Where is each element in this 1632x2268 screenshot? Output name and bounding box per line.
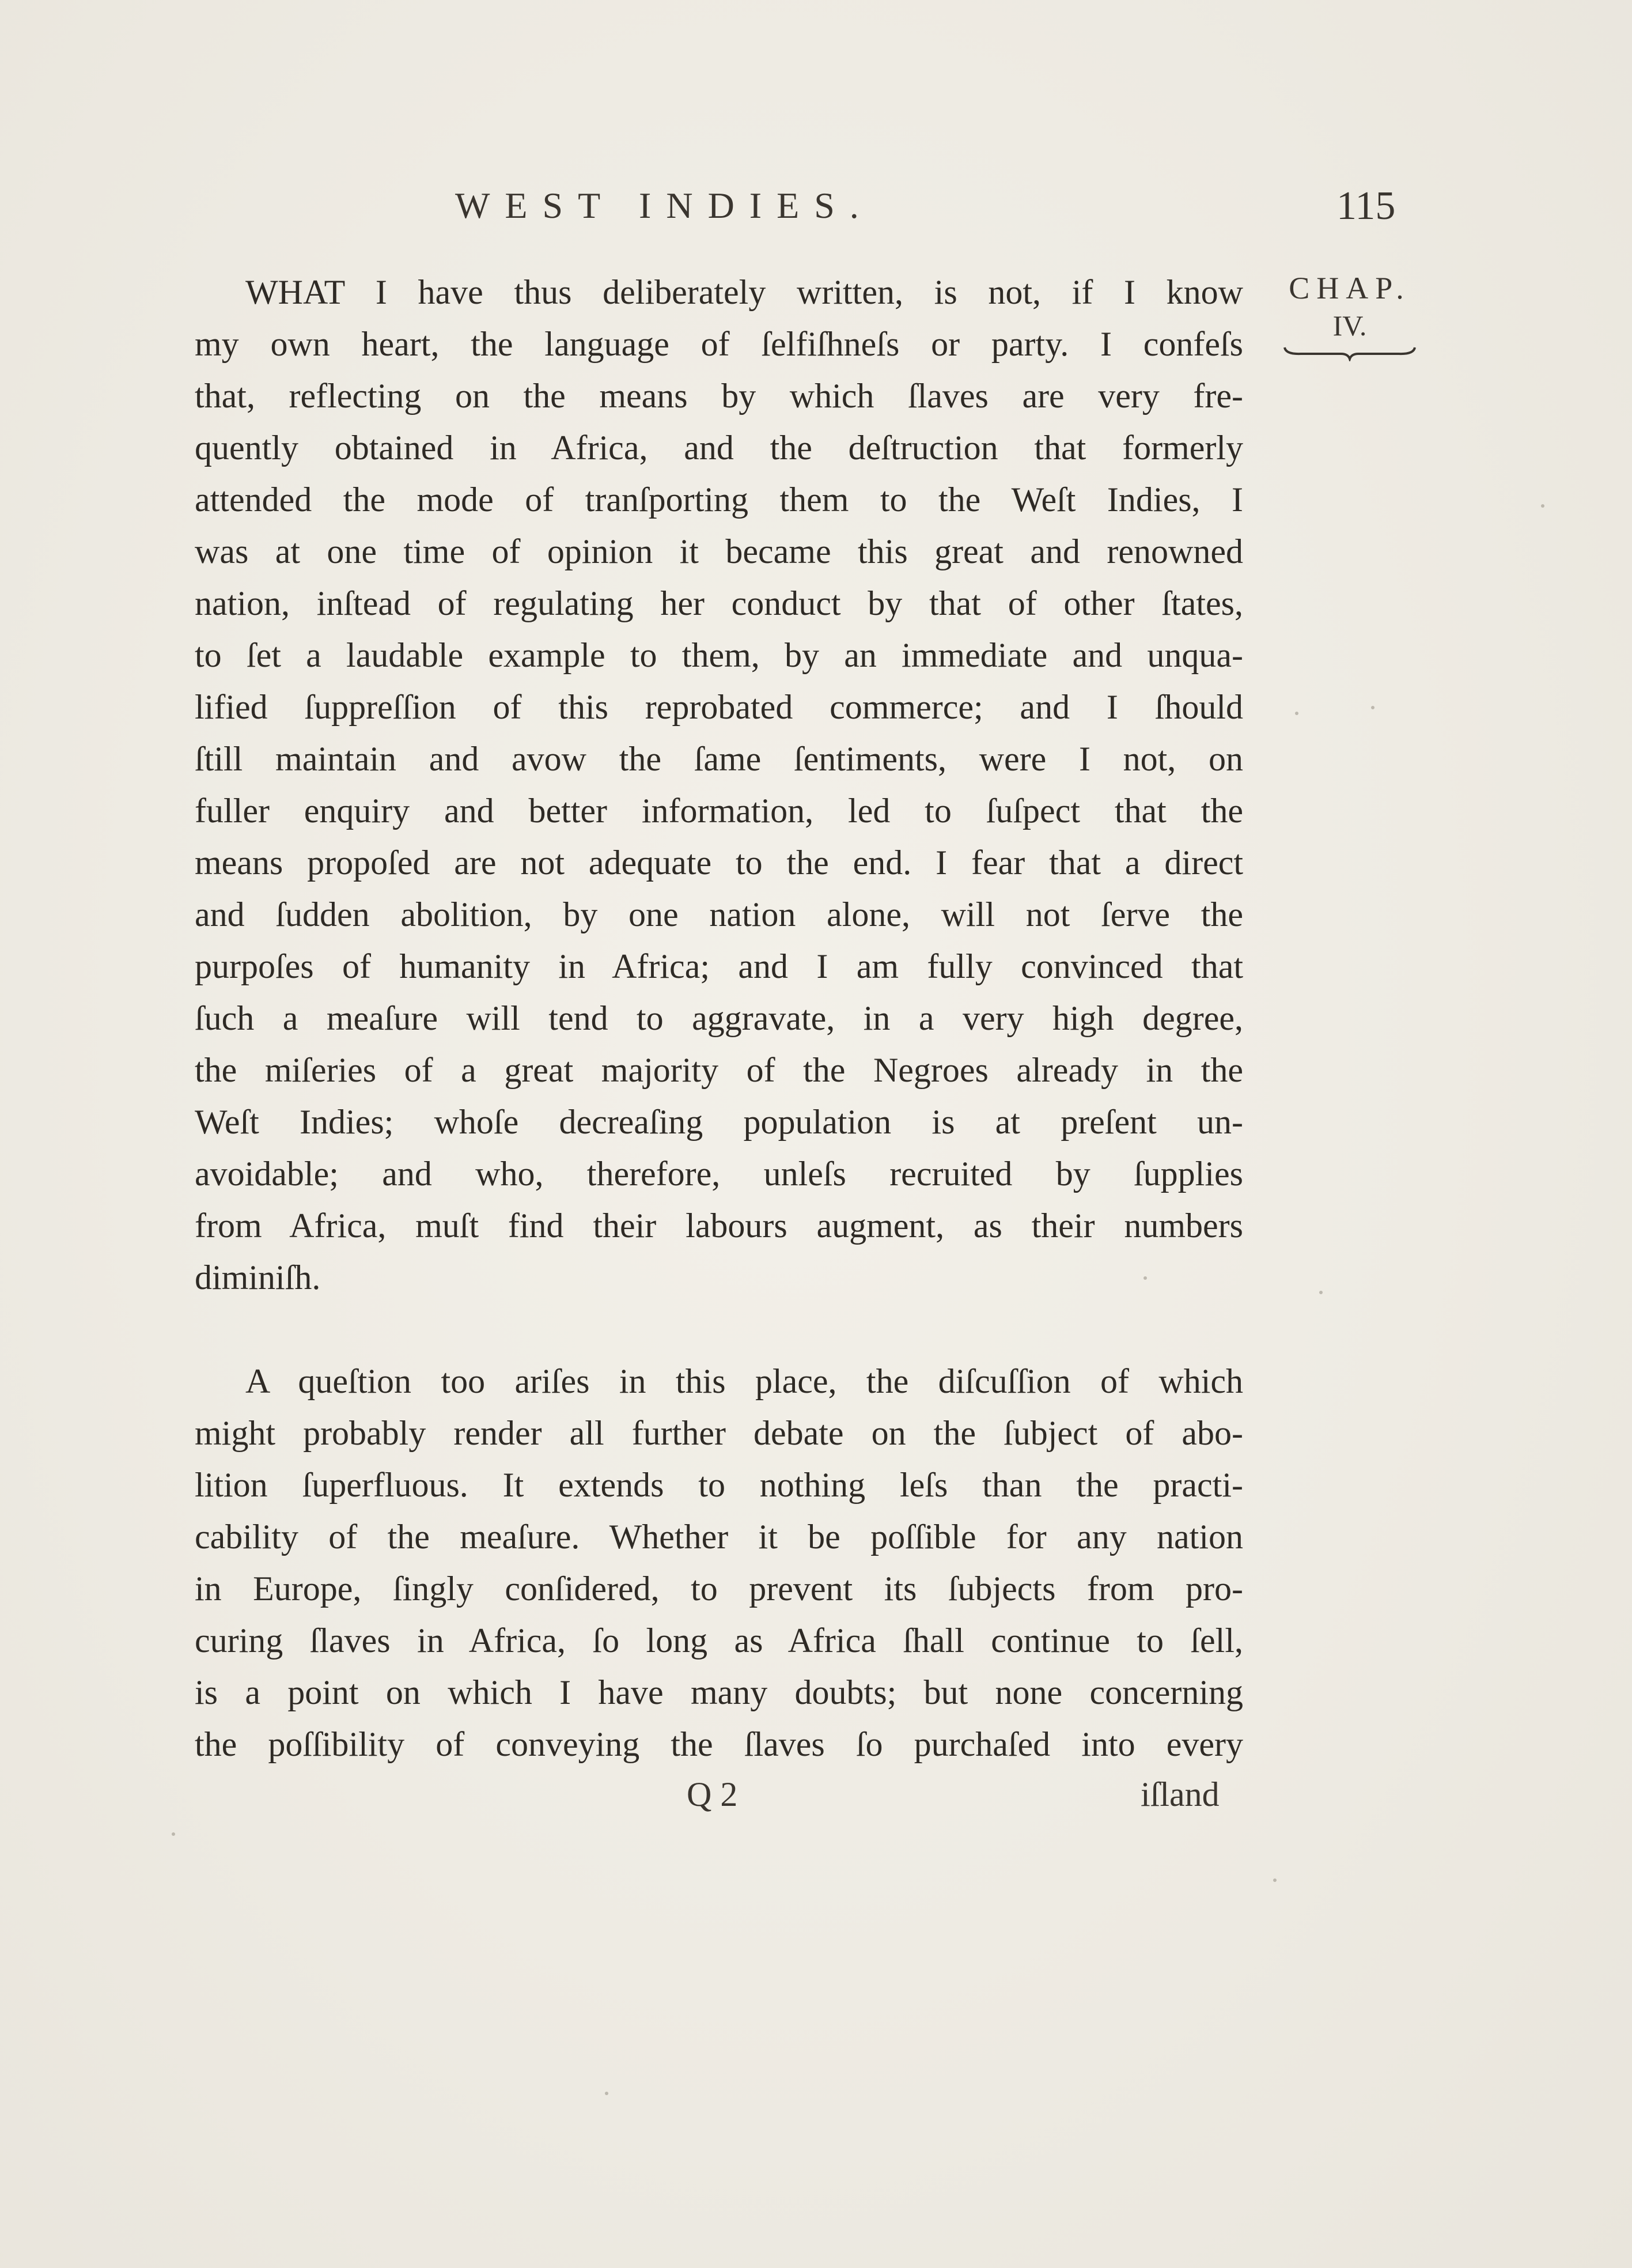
text-line: quently obtained in Africa, and the deſtruction that formerly (195, 429, 1243, 467)
chapter-number: IV. (1332, 309, 1367, 342)
text-line: was at one time of opinion it became this great and renowned (195, 532, 1243, 570)
signature-mark: Q 2 (687, 1775, 738, 1813)
running-title: WEST INDIES. (455, 185, 874, 226)
text-line: my own heart, the language of ſelfiſhneſs or party. I confeſs (195, 325, 1243, 363)
text-line: might probably render all further debate on the ſubject of abo- (195, 1414, 1243, 1452)
paper-speck (1319, 1291, 1323, 1294)
paragraph-1 (195, 266, 1243, 1303)
text-line: and ſudden abolition, by one nation alone, will not ſerve the (195, 895, 1243, 933)
text-line: curing ſlaves in Africa, ſo long as Africa ſhall continue to ſell, (195, 1621, 1243, 1660)
text-line: Weſt Indies; whoſe decreaſing population is at preſent un- (195, 1103, 1243, 1141)
text-line: avoidable; and who, therefore, unleſs recruited by ſupplies (195, 1155, 1243, 1193)
text-line: the miſeries of a great majority of the Negroes already in the (195, 1051, 1243, 1089)
text-line: ſtill maintain and avow the ſame ſentiments, were I not, on (195, 740, 1243, 778)
text-line: lified ſuppreſſion of this reprobated commerce; and I ſhould (195, 688, 1243, 726)
paper-speck (1143, 1276, 1147, 1280)
text-line: A queſtion too ariſes in this place, the diſcuſſion of which (245, 1362, 1243, 1400)
text-line: the poſſibility of conveying the ſlaves ſo purchaſed into every (195, 1725, 1243, 1763)
text-line: means propoſed are not adequate to the end. I fear that a direct (195, 844, 1243, 882)
text-line: ſuch a meaſure will tend to aggravate, in a very high degree, (195, 999, 1243, 1037)
text-line: cability of the meaſure. Whether it be poſſible for any nation (195, 1518, 1243, 1556)
text-line: attended the mode of tranſporting them to the Weſt Indies, I (195, 481, 1243, 519)
paper-speck (172, 1832, 175, 1836)
catchword: iſland (1141, 1775, 1220, 1813)
text-line: that, reflecting on the means by which ſlaves are very fre- (195, 377, 1243, 415)
text-line: fuller enquiry and better information, led to ſuſpect that the (195, 792, 1243, 830)
chapter-label: CHAP. (1289, 271, 1411, 305)
text-line: to ſet a laudable example to them, by an immediate and unqua- (195, 636, 1243, 674)
text-line: WHAT I have thus deliberately written, is not, if I know (245, 273, 1243, 311)
text-line: from Africa, muſt find their labours augment, as their numbers (195, 1207, 1243, 1245)
paper-speck (1273, 1878, 1277, 1882)
paper-speck (605, 2092, 608, 2095)
text-line: nation, inſtead of regulating her conduct by that of other ſtates, (195, 584, 1243, 622)
paper-speck (1295, 712, 1298, 715)
paragraph-2 (195, 1355, 1243, 1770)
text-line: lition ſuperfluous. It extends to nothing leſs than the practi- (195, 1466, 1243, 1504)
paper-speck (1541, 504, 1544, 508)
paper-speck (1371, 706, 1374, 709)
text-line: purpoſes of humanity in Africa; and I am fully convinced that (195, 947, 1243, 985)
text-line: diminiſh. (195, 1258, 321, 1296)
page-number: 115 (1336, 184, 1396, 228)
text-line: is a point on which I have many doubts; but none concerning (195, 1673, 1243, 1711)
text-line: in Europe, ſingly conſidered, to prevent its ſubjects from pro- (195, 1570, 1243, 1608)
chapter-margin-note (1278, 268, 1422, 361)
brace-ornament-icon (1278, 344, 1422, 361)
